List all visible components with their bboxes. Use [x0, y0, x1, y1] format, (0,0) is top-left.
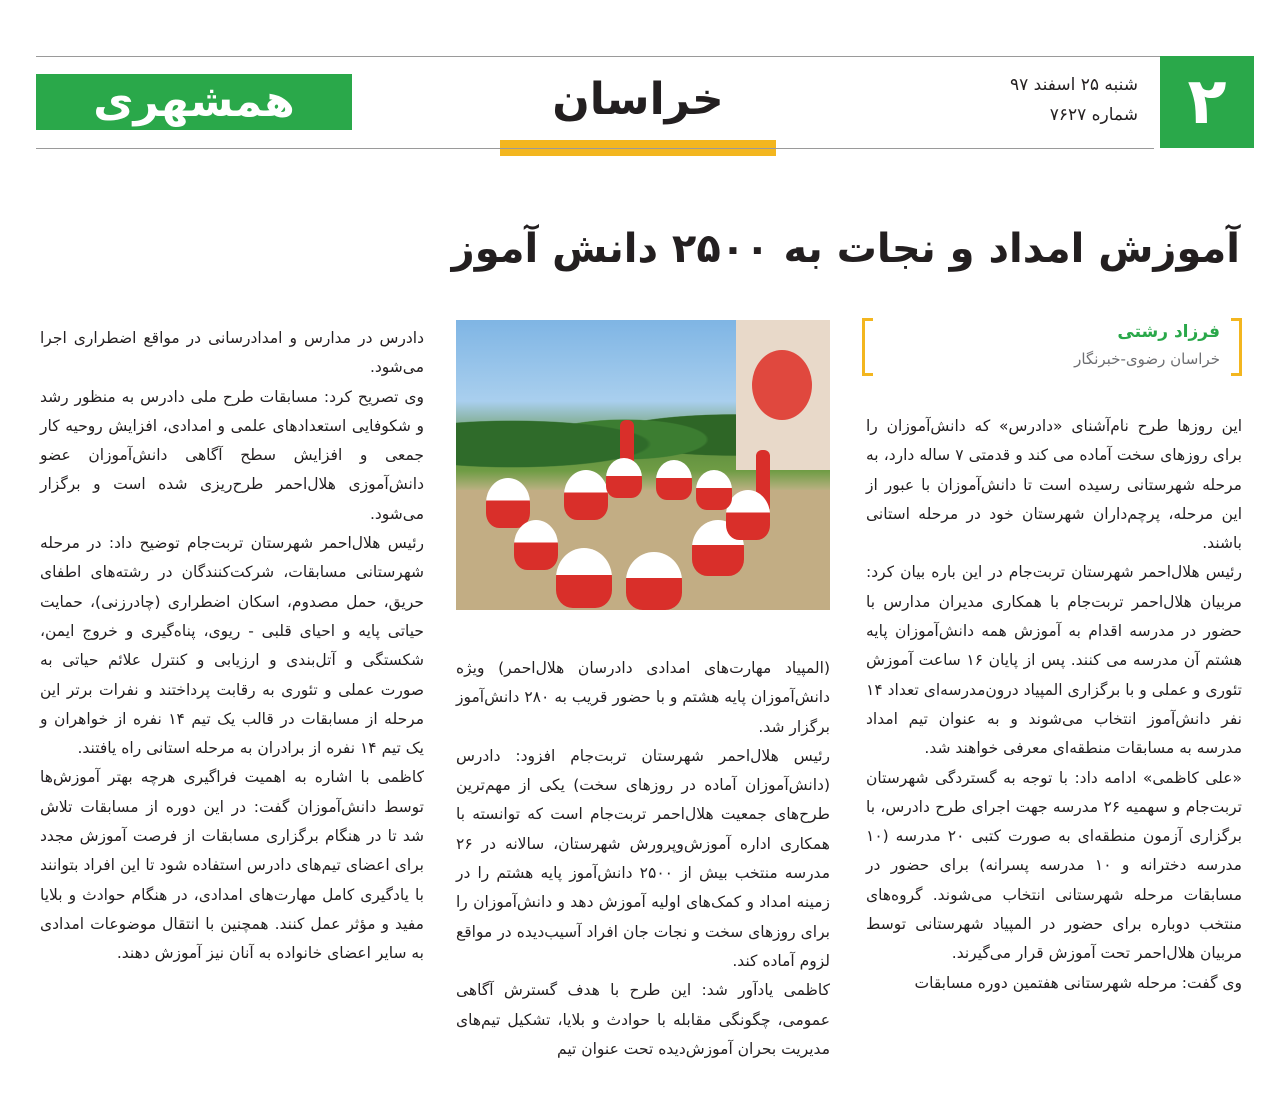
- page-number: ۲: [1160, 56, 1254, 148]
- header-bottom-rule: [36, 148, 1154, 149]
- photo-student: [606, 458, 642, 498]
- photo-student: [564, 470, 608, 520]
- paragraph: رئیس هلال‌احمر شهرستان تربت‌جام توضیح داد: در مرحله شهرستانی مسابقات، شرکت‌کنندگان در رشته‌های اطفای حریق، حمل مصدوم، اسکان اضطراری (چادرزنی)، حمایت حیاتی پایه و احیای قلبی - ریوی، پناه‌گیری و خروج ایمن، شکستگی و آتل‌بندی و ارزیابی و کنترل علائم حیاتی به صورت عملی و تئوری به رقابت پرداختند و نفرات برتر این مرحله از مسابقات در قالب یک تیم ۱۴ نفره از خواهران و یک تیم ۱۴ نفره از برادران به مرحله استانی راه یافتند.: [40, 534, 425, 758]
- masthead-logo: همشهری: [36, 74, 352, 130]
- photo-student: [726, 490, 770, 540]
- paragraph: کاظمی یادآور شد: این طرح با هدف گسترش آگاهی عمومی، چگونگی مقابله با حوادث و بلایا، تشکیل تیم‌های مدیریت بحران آموزش‌دیده تحت عنوان تیم: [456, 981, 830, 1058]
- article-column-middle: [456, 654, 830, 1064]
- paragraph: این روزها طرح نام‌آشنای «دادرس» که دانش‌آموزان را برای روزهای سخت آماده می کند و قدمتی ۷ ساله دارد، به مرحله شهرستانی رسیده است تا دانش‌آموزان با عبور از این مرحله، پرچم‌داران شهرستان خود در مرحله استانی باشند.: [866, 417, 1243, 553]
- issue-date: شنبه ۲۵ اسفند ۹۷: [1010, 75, 1138, 95]
- photo-student: [626, 552, 682, 610]
- photo-student: [696, 470, 732, 510]
- section-title: خراسان: [552, 74, 724, 125]
- issue-info: [960, 70, 1138, 130]
- photo-student: [556, 548, 612, 608]
- paragraph: وی گفت: مرحله شهرستانی هفتمین دوره مسابقات: [914, 973, 1242, 992]
- paragraph: کاظمی با اشاره به اهمیت فراگیری هرچه بهتر آموزش‌ها توسط دانش‌آموزان گفت: در این دوره از مسابقات تلاش شد تا در هنگام برگزاری مسابقات از فرصت آموزش مجدد برای اعضای تیم‌های دادرس استفاده شود تا این افراد بتوانند با یادگیری کامل مهارت‌های امدادی، در هنگام حوادث و بلایا مفید و مؤثر عمل کنند. همچنین با انتقال موضوعات امدادی به سایر اعضای خانواده به آنان نیز آموزش دهند.: [40, 768, 424, 963]
- photo-student: [486, 478, 530, 528]
- paragraph: رئیس هلال‌احمر شهرستان تربت‌جام در این باره بیان کرد: مربیان هلال‌احمر تربت‌جام با همکاری مدیران مدارس با حضور در مدرسه اقدام به آموزش همه دانش‌آموزان پایه هشتم آن مدرسه می کنند. پس از پایان ۱۶ ساعت آموزش تئوری و عملی و با برگزاری المپیاد درون‌مدرسه‌ای تعداد ۱۴ نفر دانش‌آموز انتخاب می‌شوند و به عنوان تیم امداد مدرسه به مسابقات منطقه‌ای معرفی خواهند شد.: [866, 563, 1242, 758]
- issue-number: شماره ۷۶۲۷: [1049, 105, 1138, 125]
- paragraph: (المپیاد مهارت‌های امدادی دادرسان هلال‌احمر) ویژه دانش‌آموزان پایه هشتم و با حضور قریب به ۲۸۰ دانش‌آموز برگزار شد.: [456, 659, 830, 736]
- author-role: خراسان رضوی-خبرنگار: [1074, 350, 1220, 368]
- photo-student: [514, 520, 558, 570]
- photo-student: [656, 460, 692, 500]
- photo-banner-emblem: [752, 350, 812, 420]
- byline-bracket-left: [862, 318, 873, 376]
- byline: [862, 318, 1242, 374]
- article-photo: [456, 320, 830, 610]
- article-column-right: [866, 412, 1242, 998]
- byline-bracket-right: [1231, 318, 1242, 376]
- article-column-left: [40, 324, 424, 969]
- paragraph: «علی کاظمی» ادامه داد: با توجه به گستردگی شهرستان تربت‌جام و سهمیه ۲۶ مدرسه جهت اجرای طرح دادرس، با برگزاری آزمون منطقه‌ای به صورت کتبی ۲۰ مدرسه (۱۰ مدرسه دخترانه و ۱۰ مدرسه پسرانه) برای حضور در مسابقات مرحله شهرستانی انتخاب می‌شوند. گروه‌های منتخب دوباره برای حضور در المپیاد شهرستانی توسط مربیان هلال‌احمر تحت آموزش قرار می‌گیرند.: [866, 768, 1242, 963]
- paragraph: رئیس هلال‌احمر شهرستان تربت‌جام افزود: دادرس (دانش‌آموزان آماده در روزهای سخت) یکی از مهم‌ترین طرح‌های جمعیت هلال‌احمر تربت‌جام است که توانسته با همکاری اداره آموزش‌وپرورش شهرستان، سالانه در ۲۶ مدرسه منتخب بیش از ۲۵۰۰ دانش‌آموز پایه هشتم را در زمینه امداد و کمک‌های اولیه آموزش دهد و دانش‌آموزان را برای روزهای سخت و نجات جان افراد آسیب‌دیده در مواقع لزوم آماده کند.: [456, 746, 830, 970]
- header-top-rule: [36, 56, 1254, 57]
- author-name: فرزاد رشتی: [1117, 322, 1220, 342]
- paragraph: وی تصریح کرد: مسابقات طرح ملی دادرس به منظور رشد و شکوفایی استعدادهای علمی و امدادی، افزایش روحیه کار جمعی و افزایش سطح آگاهی دانش‌آموزان عضو دانش‌آموزی هلال‌احمر طرح‌ریزی شده است و برگزار می‌شود.: [40, 387, 424, 523]
- article-headline: آموزش امداد و نجات به ۲۵۰۰ دانش آموز: [451, 226, 1240, 272]
- paragraph: دادرس در مدارس و امدادرسانی در مواقع اضطراری اجرا می‌شود.: [40, 329, 424, 377]
